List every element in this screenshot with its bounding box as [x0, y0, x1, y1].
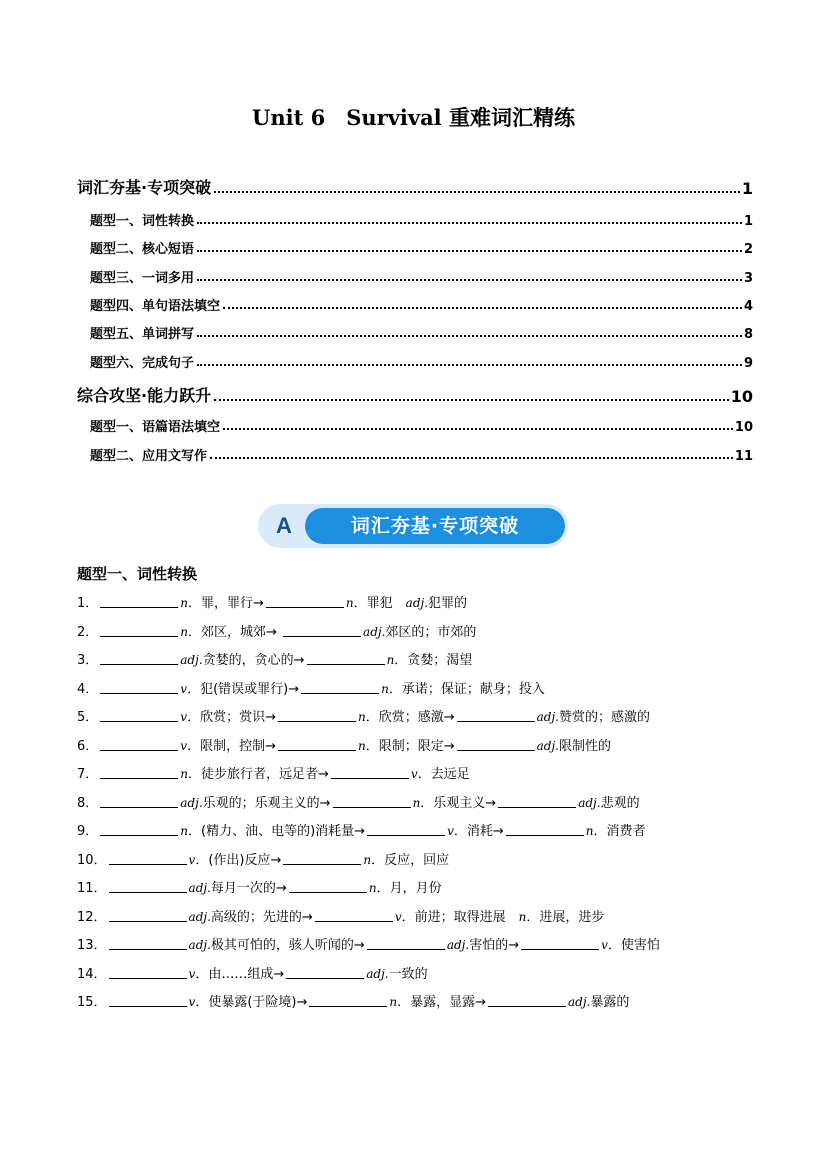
- definition-text: ．进展，进步: [526, 909, 605, 925]
- answer-blank[interactable]: [109, 964, 187, 979]
- toc-entry-label: 题型四、单句语法填空: [90, 299, 221, 314]
- part-of-speech: v: [601, 938, 608, 952]
- exercise-number: 9．: [77, 824, 99, 839]
- toc-leader-dots: [197, 278, 742, 281]
- definition-text: ．前进；取得进展: [401, 909, 519, 925]
- part-of-speech: n: [585, 824, 594, 838]
- toc-page-number: 9: [743, 356, 753, 371]
- answer-blank[interactable]: [109, 992, 187, 1007]
- exercise-item: [77, 963, 428, 985]
- definition-text: 高级的；先进的→: [210, 909, 313, 925]
- toc-entry[interactable]: [90, 323, 753, 342]
- toc-leader-dots: [223, 306, 742, 309]
- toc-entry[interactable]: [90, 267, 753, 286]
- part-of-speech: adj.: [180, 795, 203, 810]
- exercise-item: [77, 763, 470, 785]
- definition-text: ．月，月份: [376, 881, 442, 896]
- toc-page-number: 2: [743, 242, 753, 257]
- part-of-speech: n: [386, 653, 395, 667]
- exercise-number: 11．: [77, 881, 107, 896]
- toc-page-number: 1: [743, 214, 753, 229]
- toc-leader-dots: [214, 190, 740, 193]
- answer-blank[interactable]: [100, 793, 178, 808]
- toc-leader-dots: [197, 221, 742, 224]
- toc-page-number: 4: [743, 299, 753, 314]
- definition-text: 乐观的；乐观主义的→: [202, 795, 331, 811]
- toc-entry-label: 题型五、单词拼写: [90, 327, 195, 342]
- answer-blank[interactable]: [100, 622, 178, 637]
- part-of-speech: n: [381, 681, 389, 696]
- exercise-number: 3．: [77, 653, 99, 668]
- answer-blank[interactable]: [278, 707, 356, 722]
- definition-text: ．消费者: [593, 824, 646, 839]
- part-of-speech: n: [180, 767, 189, 781]
- toc-entry[interactable]: [77, 383, 753, 406]
- answer-blank[interactable]: [309, 992, 387, 1007]
- toc-leader-dots: [210, 456, 733, 459]
- exercise-number: 13．: [77, 938, 107, 953]
- part-of-speech: adj.: [446, 938, 470, 952]
- part-of-speech: adj.: [363, 624, 386, 639]
- part-of-speech: n: [357, 710, 366, 724]
- definition-text: 贪婪的，贪心的→: [202, 653, 305, 668]
- definition-text: ．罪，罪行→: [188, 596, 264, 611]
- answer-blank[interactable]: [301, 679, 379, 694]
- answer-blank[interactable]: [109, 878, 187, 893]
- part-of-speech: v: [394, 909, 402, 924]
- exercise-number: 1．: [77, 596, 99, 611]
- exercise-item: [77, 849, 449, 871]
- definition-text: 每月一次的→: [210, 881, 287, 896]
- part-of-speech: n: [363, 852, 372, 867]
- toc-leader-dots: [223, 427, 733, 430]
- part-of-speech: v: [447, 824, 454, 838]
- toc-page-number: 11: [734, 449, 753, 464]
- answer-blank[interactable]: [278, 736, 356, 751]
- exercise-number: 7．: [77, 767, 99, 782]
- exercise-number: 14．: [77, 966, 107, 982]
- toc-entry[interactable]: [90, 210, 753, 229]
- answer-blank[interactable]: [109, 935, 187, 950]
- part-of-speech: adj.: [578, 795, 601, 810]
- answer-blank[interactable]: [100, 764, 178, 779]
- answer-blank[interactable]: [283, 622, 361, 637]
- toc-page-number: 8: [743, 327, 753, 342]
- answer-blank[interactable]: [100, 679, 178, 694]
- exercise-item: [77, 934, 660, 956]
- exercise-number: 4．: [77, 681, 99, 697]
- definition-text: 一致的: [388, 966, 428, 982]
- answer-blank[interactable]: [521, 935, 599, 950]
- part-of-speech: v: [188, 995, 196, 1009]
- exercise-item: [77, 649, 472, 671]
- answer-blank[interactable]: [331, 764, 409, 779]
- definition-text: ．承诺；保证；献身；投入: [388, 681, 545, 697]
- exercise-number: 10．: [77, 852, 107, 868]
- answer-blank[interactable]: [457, 707, 535, 722]
- definition-text: 郊区的；市郊的: [385, 624, 477, 640]
- section-banner: [258, 504, 568, 548]
- part-of-speech: n: [357, 738, 366, 753]
- exercise-number: 8．: [77, 795, 99, 811]
- definition-text: ．消耗→: [453, 824, 504, 839]
- toc-entry-label: 题型二、核心短语: [90, 242, 195, 257]
- toc-entry[interactable]: [90, 352, 753, 371]
- toc-leader-dots: [197, 249, 742, 252]
- part-of-speech: adj.: [188, 909, 211, 924]
- toc-entry[interactable]: [90, 416, 753, 435]
- part-of-speech: n: [518, 909, 527, 924]
- part-of-speech: v: [188, 966, 196, 981]
- exercise-item: [77, 678, 545, 700]
- exercise-number: 12．: [77, 909, 107, 925]
- banner-title: 词汇夯基·专项突破: [305, 508, 565, 544]
- part-of-speech: v: [410, 767, 418, 781]
- part-of-speech: adj.: [180, 653, 203, 667]
- toc-leader-dots: [197, 363, 742, 366]
- definition-text: ．使害怕: [607, 938, 660, 953]
- definition-text: ．限制；限定→: [365, 738, 455, 754]
- page-title: Unit 6 Survival 重难词汇精练: [252, 105, 575, 130]
- definition-text: ．限制，控制→: [187, 738, 276, 754]
- toc-entry[interactable]: [90, 295, 753, 314]
- toc-leader-dots: [214, 398, 729, 401]
- definition-text: ．由……组成→: [195, 966, 285, 982]
- exercise-item: [77, 991, 629, 1013]
- answer-blank[interactable]: [109, 850, 187, 865]
- answer-blank[interactable]: [100, 707, 178, 722]
- part-of-speech: v: [180, 738, 188, 753]
- answer-blank[interactable]: [506, 821, 584, 836]
- toc-entry-label: 词汇夯基·专项突破: [77, 178, 212, 197]
- exercise-number: 6．: [77, 738, 99, 754]
- toc-entry-label: 题型一、语篇语法填空: [90, 420, 221, 435]
- toc-leader-dots: [197, 334, 742, 337]
- answer-blank[interactable]: [367, 935, 445, 950]
- toc-entry[interactable]: [90, 238, 753, 257]
- definition-text: ．贪婪；渴望: [394, 653, 473, 668]
- definition-text: ．犯(错误或罪行)→: [187, 681, 300, 697]
- part-of-speech: n: [345, 596, 354, 610]
- part-of-speech: adj.: [568, 995, 591, 1009]
- part-of-speech: adj.: [536, 710, 559, 724]
- answer-blank[interactable]: [100, 650, 178, 665]
- definition-text: 犯罪的: [428, 596, 468, 611]
- toc-page-number: 10: [730, 387, 753, 406]
- part-of-speech: v: [180, 710, 188, 724]
- exercise-item: [77, 877, 442, 899]
- definition-text: ．反应，回应: [371, 852, 450, 868]
- part-of-speech: n: [180, 596, 189, 610]
- toc-entry-label: 综合攻坚·能力跃升: [77, 386, 212, 405]
- definition-text: 害怕的→: [469, 938, 520, 953]
- toc-entry-label: 题型一、词性转换: [90, 214, 195, 229]
- part-of-speech: adj.: [188, 881, 211, 895]
- definition-text: ．暴露，显露→: [397, 995, 487, 1010]
- answer-blank[interactable]: [100, 821, 178, 836]
- exercise-item: [77, 621, 476, 643]
- answer-blank[interactable]: [283, 850, 361, 865]
- exercise-item: [77, 706, 650, 728]
- definition-text: 限制性的: [558, 738, 611, 754]
- part-of-speech: n: [389, 995, 398, 1009]
- definition-text: 暴露的: [590, 995, 630, 1010]
- answer-blank[interactable]: [286, 964, 364, 979]
- part-of-speech: v: [188, 852, 196, 867]
- part-of-speech: n: [368, 881, 377, 895]
- answer-blank[interactable]: [289, 878, 367, 893]
- definition-text: ．使暴露(于险境)→: [195, 995, 308, 1010]
- toc-entry[interactable]: [90, 445, 753, 464]
- part-of-speech: n: [180, 824, 189, 838]
- exercise-item: [77, 792, 640, 814]
- section-heading: 题型一、词性转换: [77, 565, 198, 583]
- answer-blank[interactable]: [457, 736, 535, 751]
- answer-blank[interactable]: [266, 593, 344, 608]
- answer-blank[interactable]: [315, 907, 393, 922]
- answer-blank[interactable]: [307, 650, 385, 665]
- toc-page-number: 3: [743, 271, 753, 286]
- definition-text: ．徒步旅行者，远足者→: [188, 767, 329, 782]
- definition-text: ．欣赏；感激→: [365, 710, 455, 725]
- toc-entry-label: 题型三、一词多用: [90, 271, 195, 286]
- part-of-speech: v: [180, 681, 188, 696]
- exercise-item: [77, 735, 611, 757]
- part-of-speech: adj.: [188, 938, 211, 952]
- answer-blank[interactable]: [488, 992, 566, 1007]
- answer-blank[interactable]: [100, 736, 178, 751]
- toc-entry-label: 题型二、应用文写作: [90, 449, 208, 464]
- answer-blank[interactable]: [333, 793, 411, 808]
- definition-text: ．乐观主义→: [420, 795, 497, 811]
- answer-blank[interactable]: [100, 593, 178, 608]
- definition-text: ．罪犯: [353, 596, 406, 611]
- answer-blank[interactable]: [109, 907, 187, 922]
- part-of-speech: adj.: [405, 596, 429, 610]
- definition-text: 赞赏的；感激的: [558, 710, 650, 725]
- exercise-number: 5．: [77, 710, 99, 725]
- toc-page-number: 1: [741, 179, 753, 198]
- definition-text: 极其可怕的，骇人听闻的→: [210, 938, 365, 953]
- exercise-item: [77, 906, 604, 928]
- part-of-speech: n: [180, 624, 189, 639]
- exercise-number: 2．: [77, 624, 99, 640]
- exercise-item: [77, 592, 467, 614]
- definition-text: 悲观的: [600, 795, 640, 811]
- exercise-item: [77, 820, 646, 842]
- part-of-speech: adj.: [536, 738, 559, 753]
- definition-text: ．去远足: [417, 767, 470, 782]
- definition-text: ．郊区，城郊→: [188, 624, 282, 640]
- exercise-number: 15．: [77, 995, 107, 1010]
- definition-text: ．(精力、油、电等的)消耗量→: [188, 824, 366, 839]
- part-of-speech: n: [412, 795, 421, 810]
- toc-entry[interactable]: [77, 175, 753, 198]
- banner-letter: A: [276, 513, 292, 538]
- answer-blank[interactable]: [498, 793, 576, 808]
- toc-page-number: 10: [734, 420, 753, 435]
- definition-text: ．欣赏；赏识→: [187, 710, 276, 725]
- part-of-speech: adj.: [366, 966, 389, 981]
- answer-blank[interactable]: [367, 821, 445, 836]
- toc-entry-label: 题型六、完成句子: [90, 356, 195, 371]
- definition-text: ．(作出)反应→: [195, 852, 282, 868]
